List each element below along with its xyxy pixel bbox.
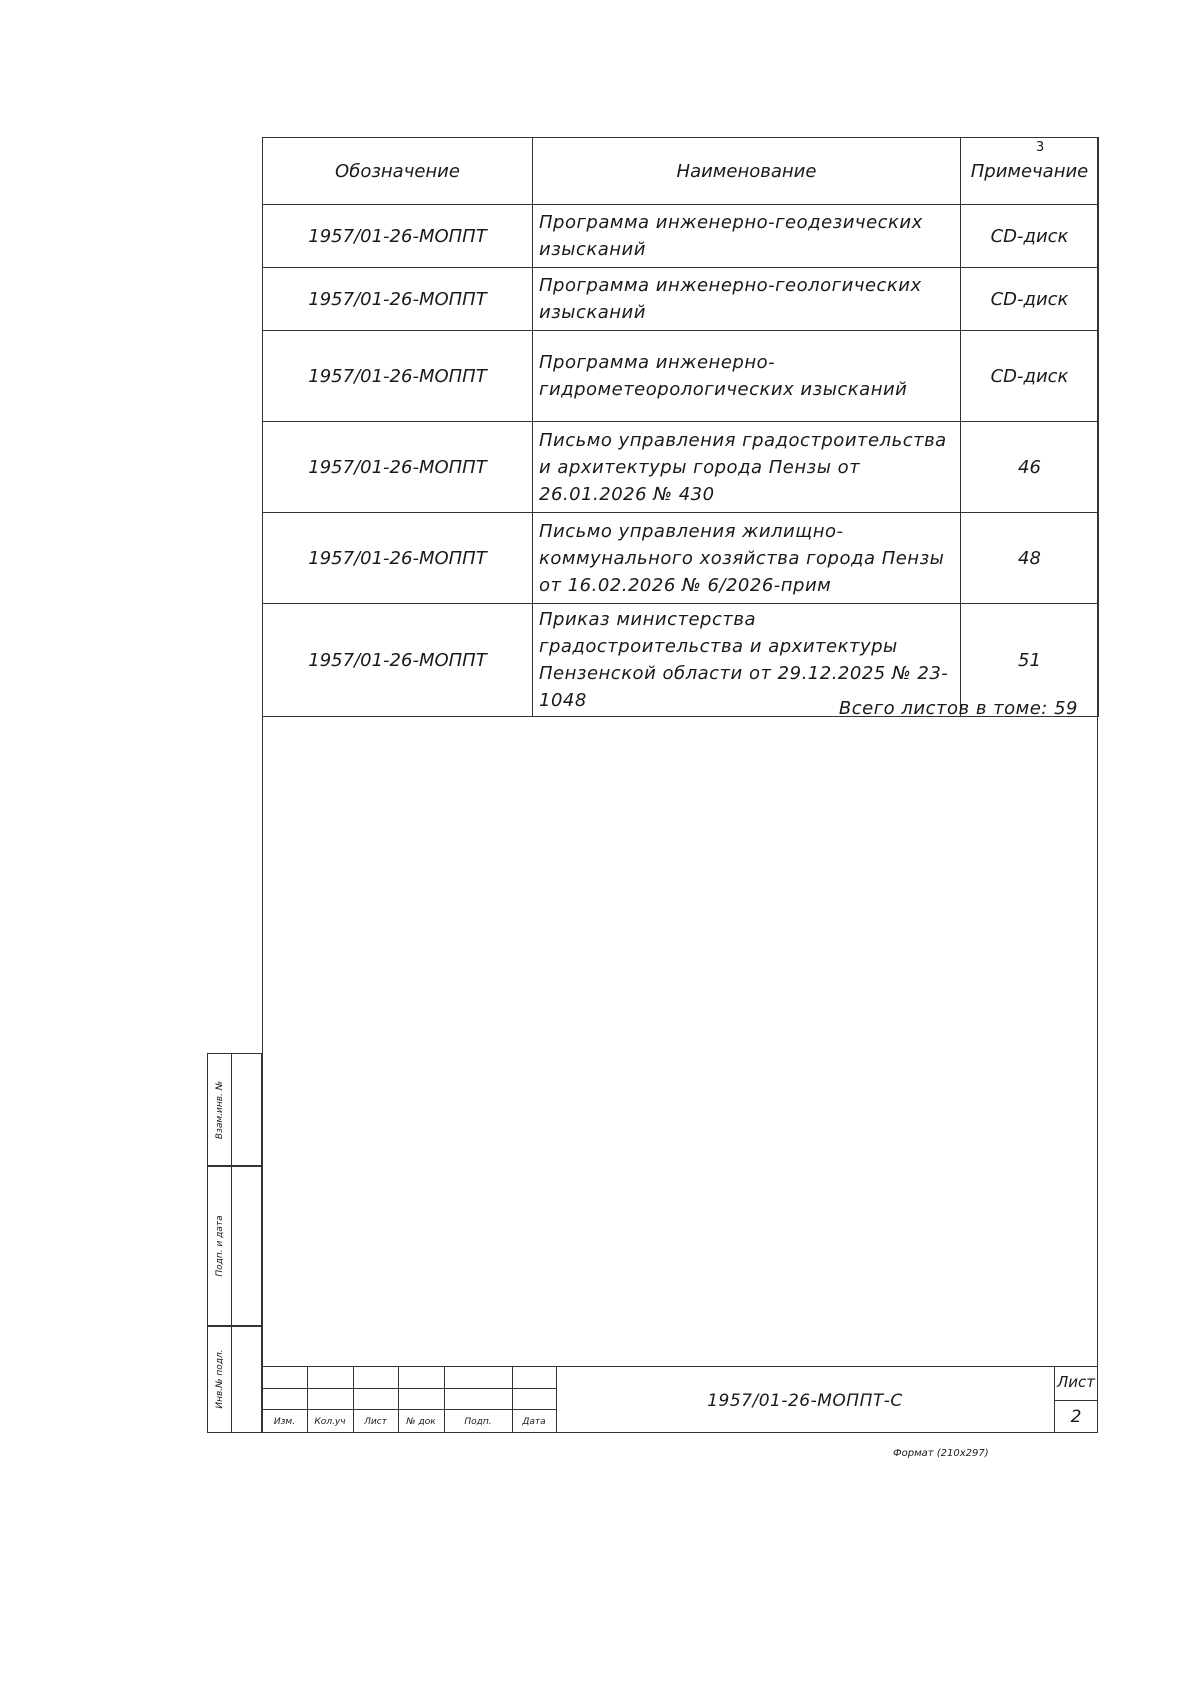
sheet-number: 2 xyxy=(1070,1407,1082,1427)
table-row xyxy=(263,422,1099,513)
document-code: 1957/01-26-МОППТ-С xyxy=(707,1390,903,1411)
row-name: Письмо управления градостроительства и архитектуры города Пензы от 26.01.2026 № 430 xyxy=(533,422,961,513)
row-note: CD-диск xyxy=(961,205,1099,268)
row-note: CD-диск xyxy=(961,331,1099,422)
row-designation: 1957/01-26-МОППТ xyxy=(263,422,533,513)
row-designation: 1957/01-26-МОППТ xyxy=(263,205,533,268)
side-stamp-inventory xyxy=(207,1325,262,1433)
col-caption-change: Изм. xyxy=(273,1417,296,1427)
spec-table xyxy=(262,137,1099,717)
col-caption-date: Дата xyxy=(522,1417,546,1427)
row-name: Приказ министерства градостроительства и архитектуры Пензенской области от 29.12.2025 № 23-1048 xyxy=(533,604,961,717)
sheet-label: Лист xyxy=(1056,1373,1095,1391)
table-row xyxy=(263,331,1099,422)
format-label: Формат (210х297) xyxy=(893,1448,989,1459)
row-designation: 1957/01-26-МОППТ xyxy=(263,604,533,717)
side-stamp-replacement xyxy=(207,1053,262,1167)
table-row xyxy=(263,513,1099,604)
total-sheets: Всего листов в томе: 59 xyxy=(838,698,1078,719)
row-designation: 1957/01-26-МОППТ xyxy=(263,513,533,604)
col-caption-sheet: Лист xyxy=(364,1417,387,1427)
row-note: 51 xyxy=(961,604,1099,717)
col-caption-signature: Подп. xyxy=(464,1417,492,1427)
row-designation: 1957/01-26-МОППТ xyxy=(263,331,533,422)
row-note: 48 xyxy=(961,513,1099,604)
side-label-inventory: Инв.№ подл. xyxy=(214,1349,225,1409)
table-row xyxy=(263,205,1099,268)
row-note: 46 xyxy=(961,422,1099,513)
row-name: Программа инженерно-геодезических изысканий xyxy=(533,205,961,268)
side-label-replacement: Взам.инв. № xyxy=(214,1080,225,1140)
row-name: Программа инженерно-гидрометеорологических изысканий xyxy=(533,331,961,422)
col-caption-doc: № док xyxy=(406,1417,436,1427)
row-designation: 1957/01-26-МОППТ xyxy=(263,268,533,331)
row-name: Программа инженерно-геологических изысканий xyxy=(533,268,961,331)
side-stamp-signature xyxy=(207,1165,262,1327)
row-name: Письмо управления жилищно-коммунального хозяйства города Пензы от 16.02.2026 № 6/2026-прим xyxy=(533,513,961,604)
header-designation: Обозначение xyxy=(263,138,533,205)
table-row xyxy=(263,268,1099,331)
header-name: Наименование xyxy=(533,138,961,205)
page-number: 3 xyxy=(1036,140,1045,155)
side-label-signature: Подп. и дата xyxy=(214,1215,225,1277)
table-header-row xyxy=(263,138,1099,205)
col-caption-count: Кол.уч xyxy=(314,1417,346,1427)
row-note: CD-диск xyxy=(961,268,1099,331)
header-note: Примечание xyxy=(961,138,1099,205)
title-block xyxy=(262,1366,1098,1433)
